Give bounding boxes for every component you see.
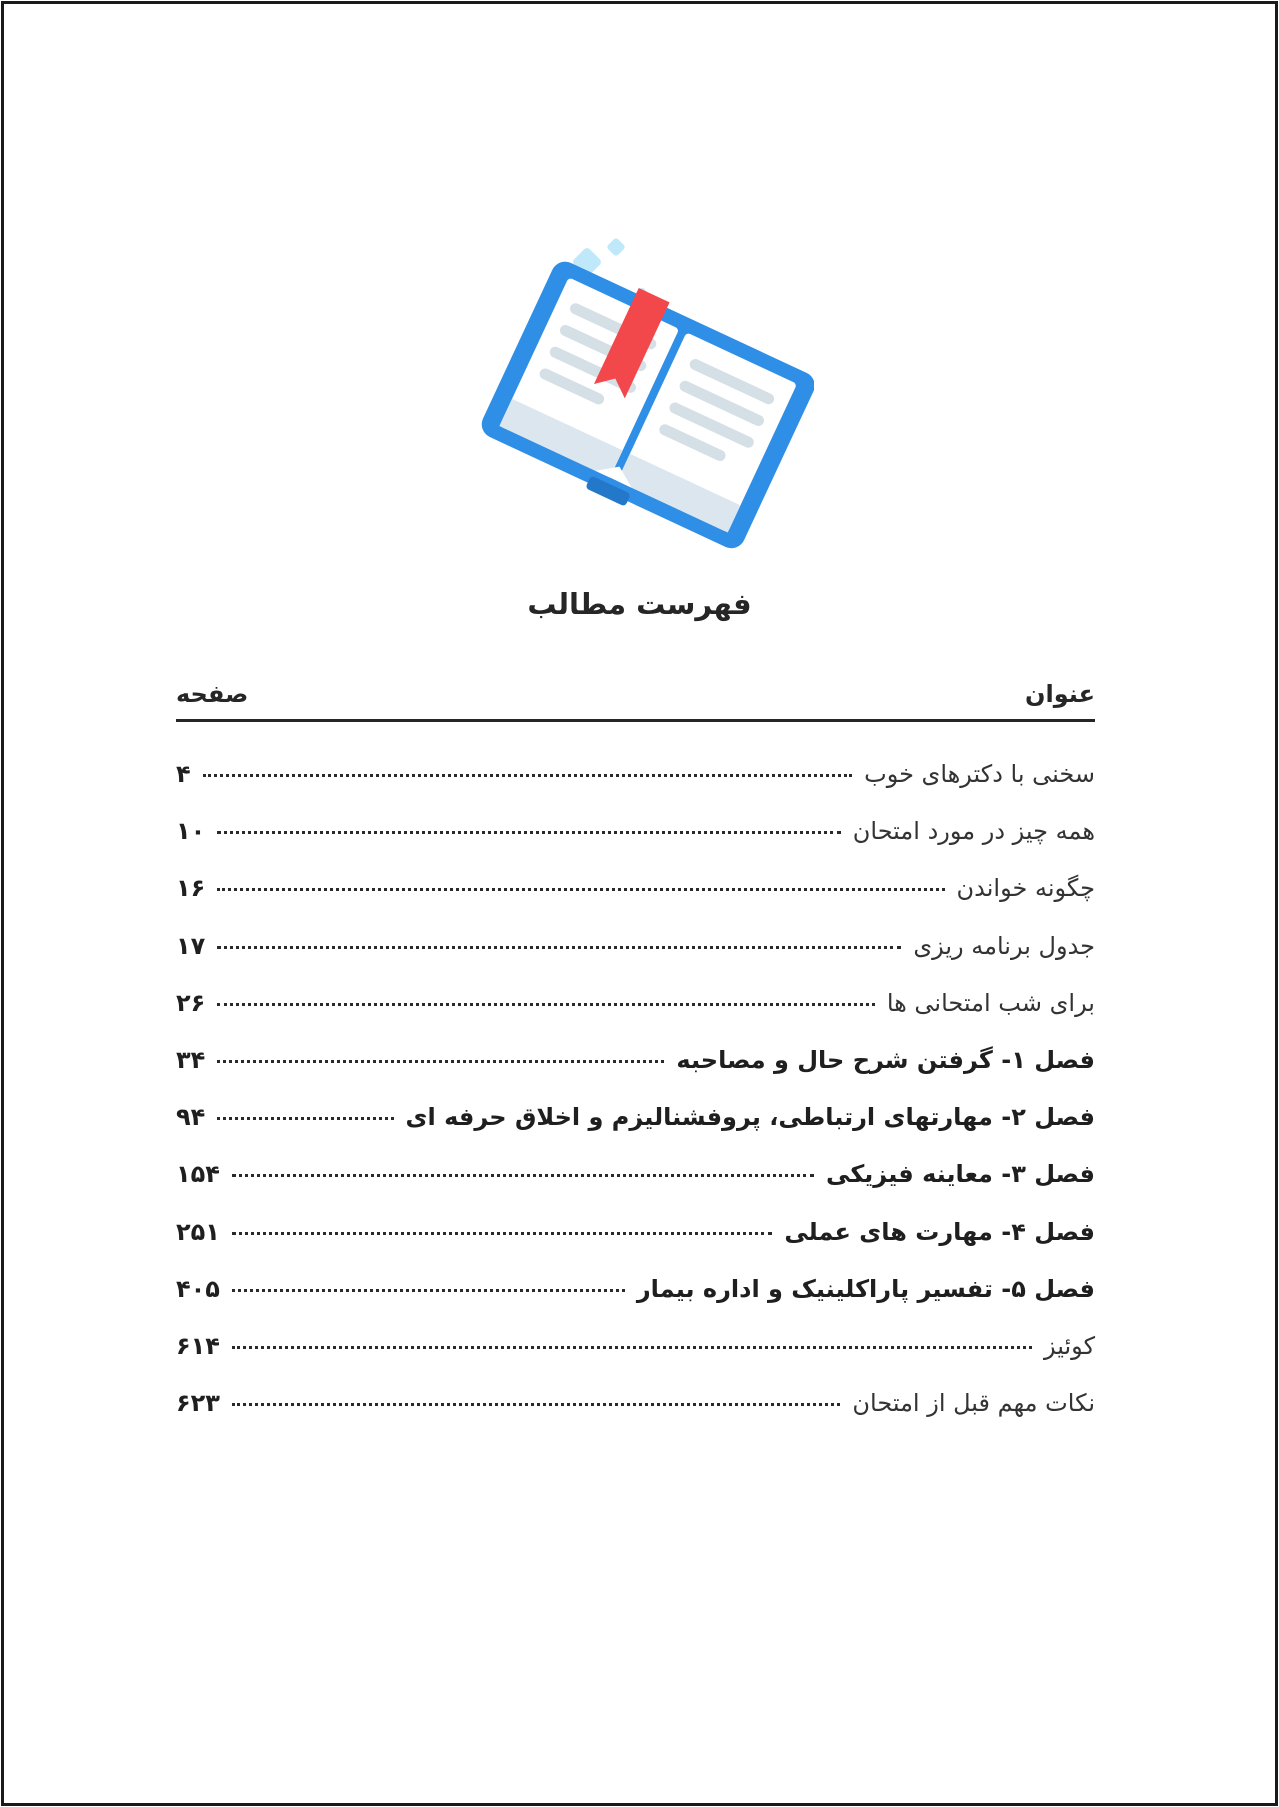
toc-entry-page: ۴ <box>176 760 191 788</box>
title-column-header: عنوان <box>1025 680 1095 708</box>
toc-entry-title: کوئیز <box>1044 1331 1095 1360</box>
dot-leader <box>232 1232 772 1235</box>
toc-entry-page: ۱۶ <box>176 874 206 903</box>
toc-list <box>176 760 1095 1446</box>
toc-header <box>176 669 1095 722</box>
toc-entry[interactable] <box>176 817 1095 874</box>
dot-leader <box>232 1346 1032 1349</box>
page-column-header: صفحه <box>176 680 249 708</box>
dot-leader <box>217 1117 393 1120</box>
dot-leader <box>203 774 852 777</box>
toc-entry-page: ۲۶ <box>176 988 206 1017</box>
toc-entry[interactable] <box>176 1160 1095 1217</box>
open-book-with-bookmark-icon <box>474 224 814 554</box>
table-of-contents <box>176 669 1095 1446</box>
toc-entry[interactable] <box>176 1275 1095 1332</box>
dot-leader <box>217 1060 664 1063</box>
toc-entry[interactable] <box>176 1103 1095 1160</box>
dot-leader <box>232 1403 840 1406</box>
document-page <box>1 1 1278 1806</box>
toc-entry[interactable] <box>176 874 1095 931</box>
toc-entry[interactable] <box>176 760 1095 817</box>
toc-entry-title: برای شب امتحانی ها <box>886 988 1095 1017</box>
toc-entry-title: نکات مهم قبل از امتحان <box>852 1389 1095 1418</box>
toc-entry[interactable] <box>176 1389 1095 1446</box>
toc-entry-title: جدول برنامه ریزی <box>913 931 1095 960</box>
toc-entry-page: ۶۱۴ <box>176 1331 220 1360</box>
toc-entry-page: ۲۵۱ <box>176 1217 220 1246</box>
toc-entry-page: ۱۵۴ <box>176 1160 220 1189</box>
toc-entry-title: چگونه خواندن <box>956 874 1095 903</box>
dot-leader <box>217 888 944 891</box>
dot-leader <box>217 946 901 949</box>
toc-entry[interactable] <box>176 1332 1095 1389</box>
toc-entry-page: ۴۰۵ <box>176 1274 220 1303</box>
toc-entry-title: سخنی با دکترهای خوب <box>864 760 1095 788</box>
toc-entry-title: همه چیز در مورد امتحان <box>852 817 1095 846</box>
toc-entry-page: ۶۲۳ <box>176 1389 220 1418</box>
toc-entry-page: ۱۰ <box>176 817 206 846</box>
dot-leader <box>232 1174 814 1177</box>
toc-entry-page: ۱۷ <box>176 931 206 960</box>
dot-leader <box>232 1289 625 1292</box>
toc-entry-title: فصل ۵- تفسیر پاراکلینیک و اداره بیمار <box>636 1274 1095 1303</box>
toc-entry-title: فصل ۲- مهارتهای ارتباطی، پروفشنالیزم و اخلاق حرفه ای <box>405 1103 1095 1132</box>
toc-entry[interactable] <box>176 1046 1095 1103</box>
toc-entry-title: فصل ۱- گرفتن شرح حال و مصاحبه <box>676 1045 1095 1074</box>
toc-entry[interactable] <box>176 932 1095 989</box>
toc-entry[interactable] <box>176 989 1095 1046</box>
page-title: فهرست مطالب <box>527 587 752 621</box>
toc-entry-title: فصل ۴- مهارت های عملی <box>784 1217 1095 1246</box>
toc-entry[interactable] <box>176 1218 1095 1275</box>
dot-leader <box>217 831 840 834</box>
dot-leader <box>217 1003 875 1006</box>
toc-entry-title: فصل ۳- معاینه فیزیکی <box>826 1160 1095 1189</box>
toc-entry-page: ۳۴ <box>176 1045 206 1074</box>
toc-entry-page: ۹۴ <box>176 1103 206 1132</box>
